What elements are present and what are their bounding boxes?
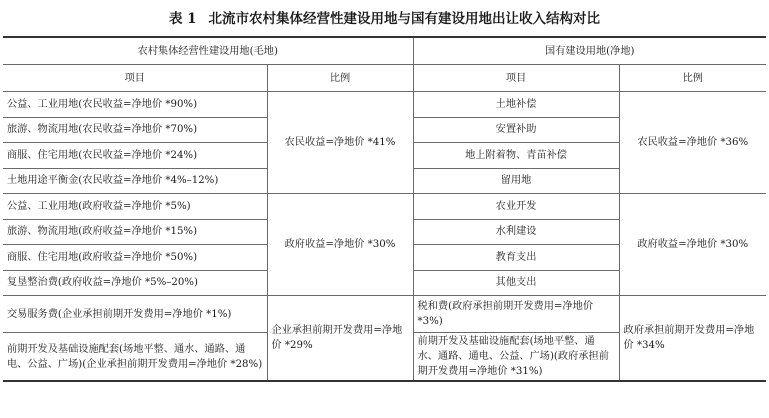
rural-government-ratio-cell: 政府收益=净地价 *30% [267,194,413,296]
table-caption [3,9,766,29]
rural-item-cell: 旅游、物流用地(政府收益=净地价 *15%) [3,219,267,245]
state-farmer-ratio-cell: 农民收益=净地价 *36% [619,92,766,194]
rural-farmer-ratio-cell: 农民收益=净地价 *41% [267,92,413,194]
rural-item-cell: 商服、住宅用地(政府收益=净地价 *50%) [3,245,267,271]
rural-group-header: 农村集体经营性建设用地(毛地) [3,37,413,65]
state-item-cell: 税和费(政府承担前期开发费用=净地价 *3%) [413,296,619,333]
rural-item-cell: 复垦整治费(政府收益=净地价 *5%–20%) [3,270,267,296]
rural-item-cell: 前期开发及基础设施配套(场地平整、通水、通路、通电、公益、广场)(企业承担前期开发费用=净地价 *28%) [3,333,267,382]
state-group-header: 国有建设用地(净地) [413,37,766,65]
group-header-row [3,37,766,65]
state-ratio-header: 比例 [619,65,766,92]
state-item-cell: 其他支出 [413,270,619,296]
table-row [3,296,766,333]
state-item-cell: 土地补偿 [413,92,619,118]
state-item-cell: 教育支出 [413,245,619,271]
table-row [3,194,766,220]
state-government-ratio-cell: 政府收益=净地价 *30% [619,194,766,296]
state-item-cell: 农业开发 [413,194,619,220]
state-item-cell: 地上附着物、青苗补偿 [413,143,619,169]
state-item-cell: 水利建设 [413,219,619,245]
state-item-cell: 留用地 [413,168,619,194]
rural-enterprise-ratio-cell: 企业承担前期开发费用=净地价 *29% [267,296,413,382]
table-number: 表 1 [168,11,197,27]
rural-item-cell: 旅游、物流用地(农民收益=净地价 *70%) [3,117,267,143]
rural-item-cell: 公益、工业用地(农民收益=净地价 *90%) [3,92,267,118]
state-item-header: 项目 [413,65,619,92]
rural-item-cell: 土地用途平衡金(农民收益=净地价 *4%–12%) [3,168,267,194]
table-title: 北流市农村集体经营性建设用地与国有建设用地出让收入结构对比 [208,11,601,27]
rural-item-cell: 交易服务费(企业承担前期开发费用=净地价 *1%) [3,296,267,333]
rural-item-cell: 公益、工业用地(政府收益=净地价 *5%) [3,194,267,220]
state-item-cell: 安置补助 [413,117,619,143]
table-row [3,92,766,118]
rural-ratio-header: 比例 [267,65,413,92]
rural-item-cell: 商服、住宅用地(农民收益=净地价 *24%) [3,143,267,169]
comparison-table [3,36,766,382]
state-enterprise-ratio-cell: 政府承担前期开发费用=净地价 *34% [619,296,766,382]
rural-item-header: 项目 [3,65,267,92]
column-header-row [3,65,766,92]
state-item-cell: 前期开发及基础设施配套(场地平整、通水、通路、通电、公益、广场)(政府承担前期开发费用=净地价 *31%) [413,333,619,382]
